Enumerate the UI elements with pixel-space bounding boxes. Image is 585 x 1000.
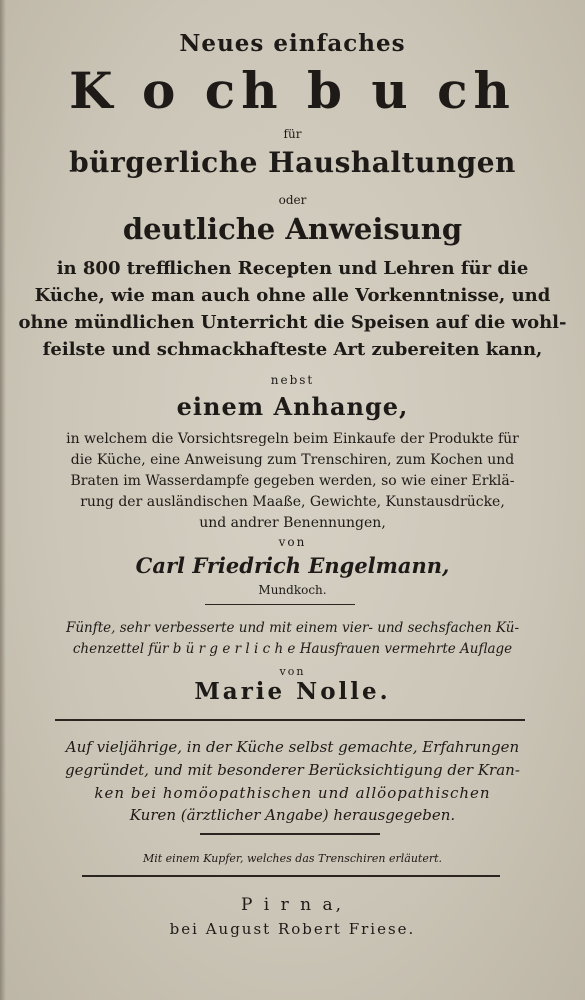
description-line-3: ohne mündlichen Unterricht die Speisen auf die wohl- (18, 312, 567, 333)
edition-line-1: Fünfte, sehr verbesserte und mit einem vier- und sechsfachen Kü- (65, 620, 520, 636)
main-title: K o ch b u ch (69, 61, 516, 120)
editor-name: Marie Nolle. (194, 678, 391, 705)
note-line-4: Kuren (ärztlicher Angabe) herausgegeben. (129, 806, 456, 824)
von-word: von (278, 535, 307, 549)
author-title: Mundkoch. (258, 583, 327, 597)
divider-short (205, 604, 355, 605)
note-line-3: ken bei homöopathischen und allöopathischen (94, 784, 491, 802)
or-word: oder (278, 193, 307, 207)
title-line-1: Neues einfaches (179, 30, 406, 57)
appendix-line-4: rung der ausländischen Maaße, Gewichte, Kunstausdrücke, (80, 494, 505, 510)
edition-line-2: chenzettel für b ü r g e r l i c h e Hausfrauen vermehrte Auflage (72, 641, 513, 657)
description-line-1: in 800 trefflichen Recepten und Lehren für die (56, 258, 529, 279)
von-word-2: von (279, 665, 306, 678)
for-word: für (283, 127, 302, 141)
note-line-1: Auf vieljährige, in der Küche selbst gemachte, Erfahrungen (65, 738, 520, 756)
divider-bottom (82, 875, 500, 877)
appendix-line-2: die Küche, eine Anweisung zum Trenschiren, zum Kochen und (70, 452, 515, 468)
divider-middle (200, 833, 380, 835)
subtitle: deutliche Anweisung (122, 212, 463, 246)
note-line-2: gegründet, und mit besonderer Berücksichtigung der Kran- (65, 761, 520, 779)
description-line-2: Küche, wie man auch ohne alle Vorkenntnisse, und (34, 285, 551, 306)
appendix-line-3: Braten im Wasserdampfe gegeben werden, so wie einer Erklä- (70, 473, 515, 489)
audience-line: bürgerliche Haushaltungen (69, 146, 516, 179)
plate-note: Mit einem Kupfer, welches das Trenschiren erläutert. (142, 852, 443, 865)
description-line-4: feilste und schmackhafteste Art zubereiten kann, (42, 339, 543, 360)
imprint-publisher: bei August Robert Friese. (169, 920, 416, 938)
divider-top (55, 719, 525, 721)
nebst-word: nebst (270, 373, 315, 387)
appendix-title: einem Anhange, (176, 392, 409, 421)
imprint-place: P i r n a, (240, 895, 345, 915)
appendix-line-5: und andrer Benennungen, (199, 515, 386, 531)
appendix-line-1: in welchem die Vorsichtsregeln beim Einkaufe der Produkte für (66, 431, 519, 447)
author-name: Carl Friedrich Engelmann, (135, 553, 450, 578)
